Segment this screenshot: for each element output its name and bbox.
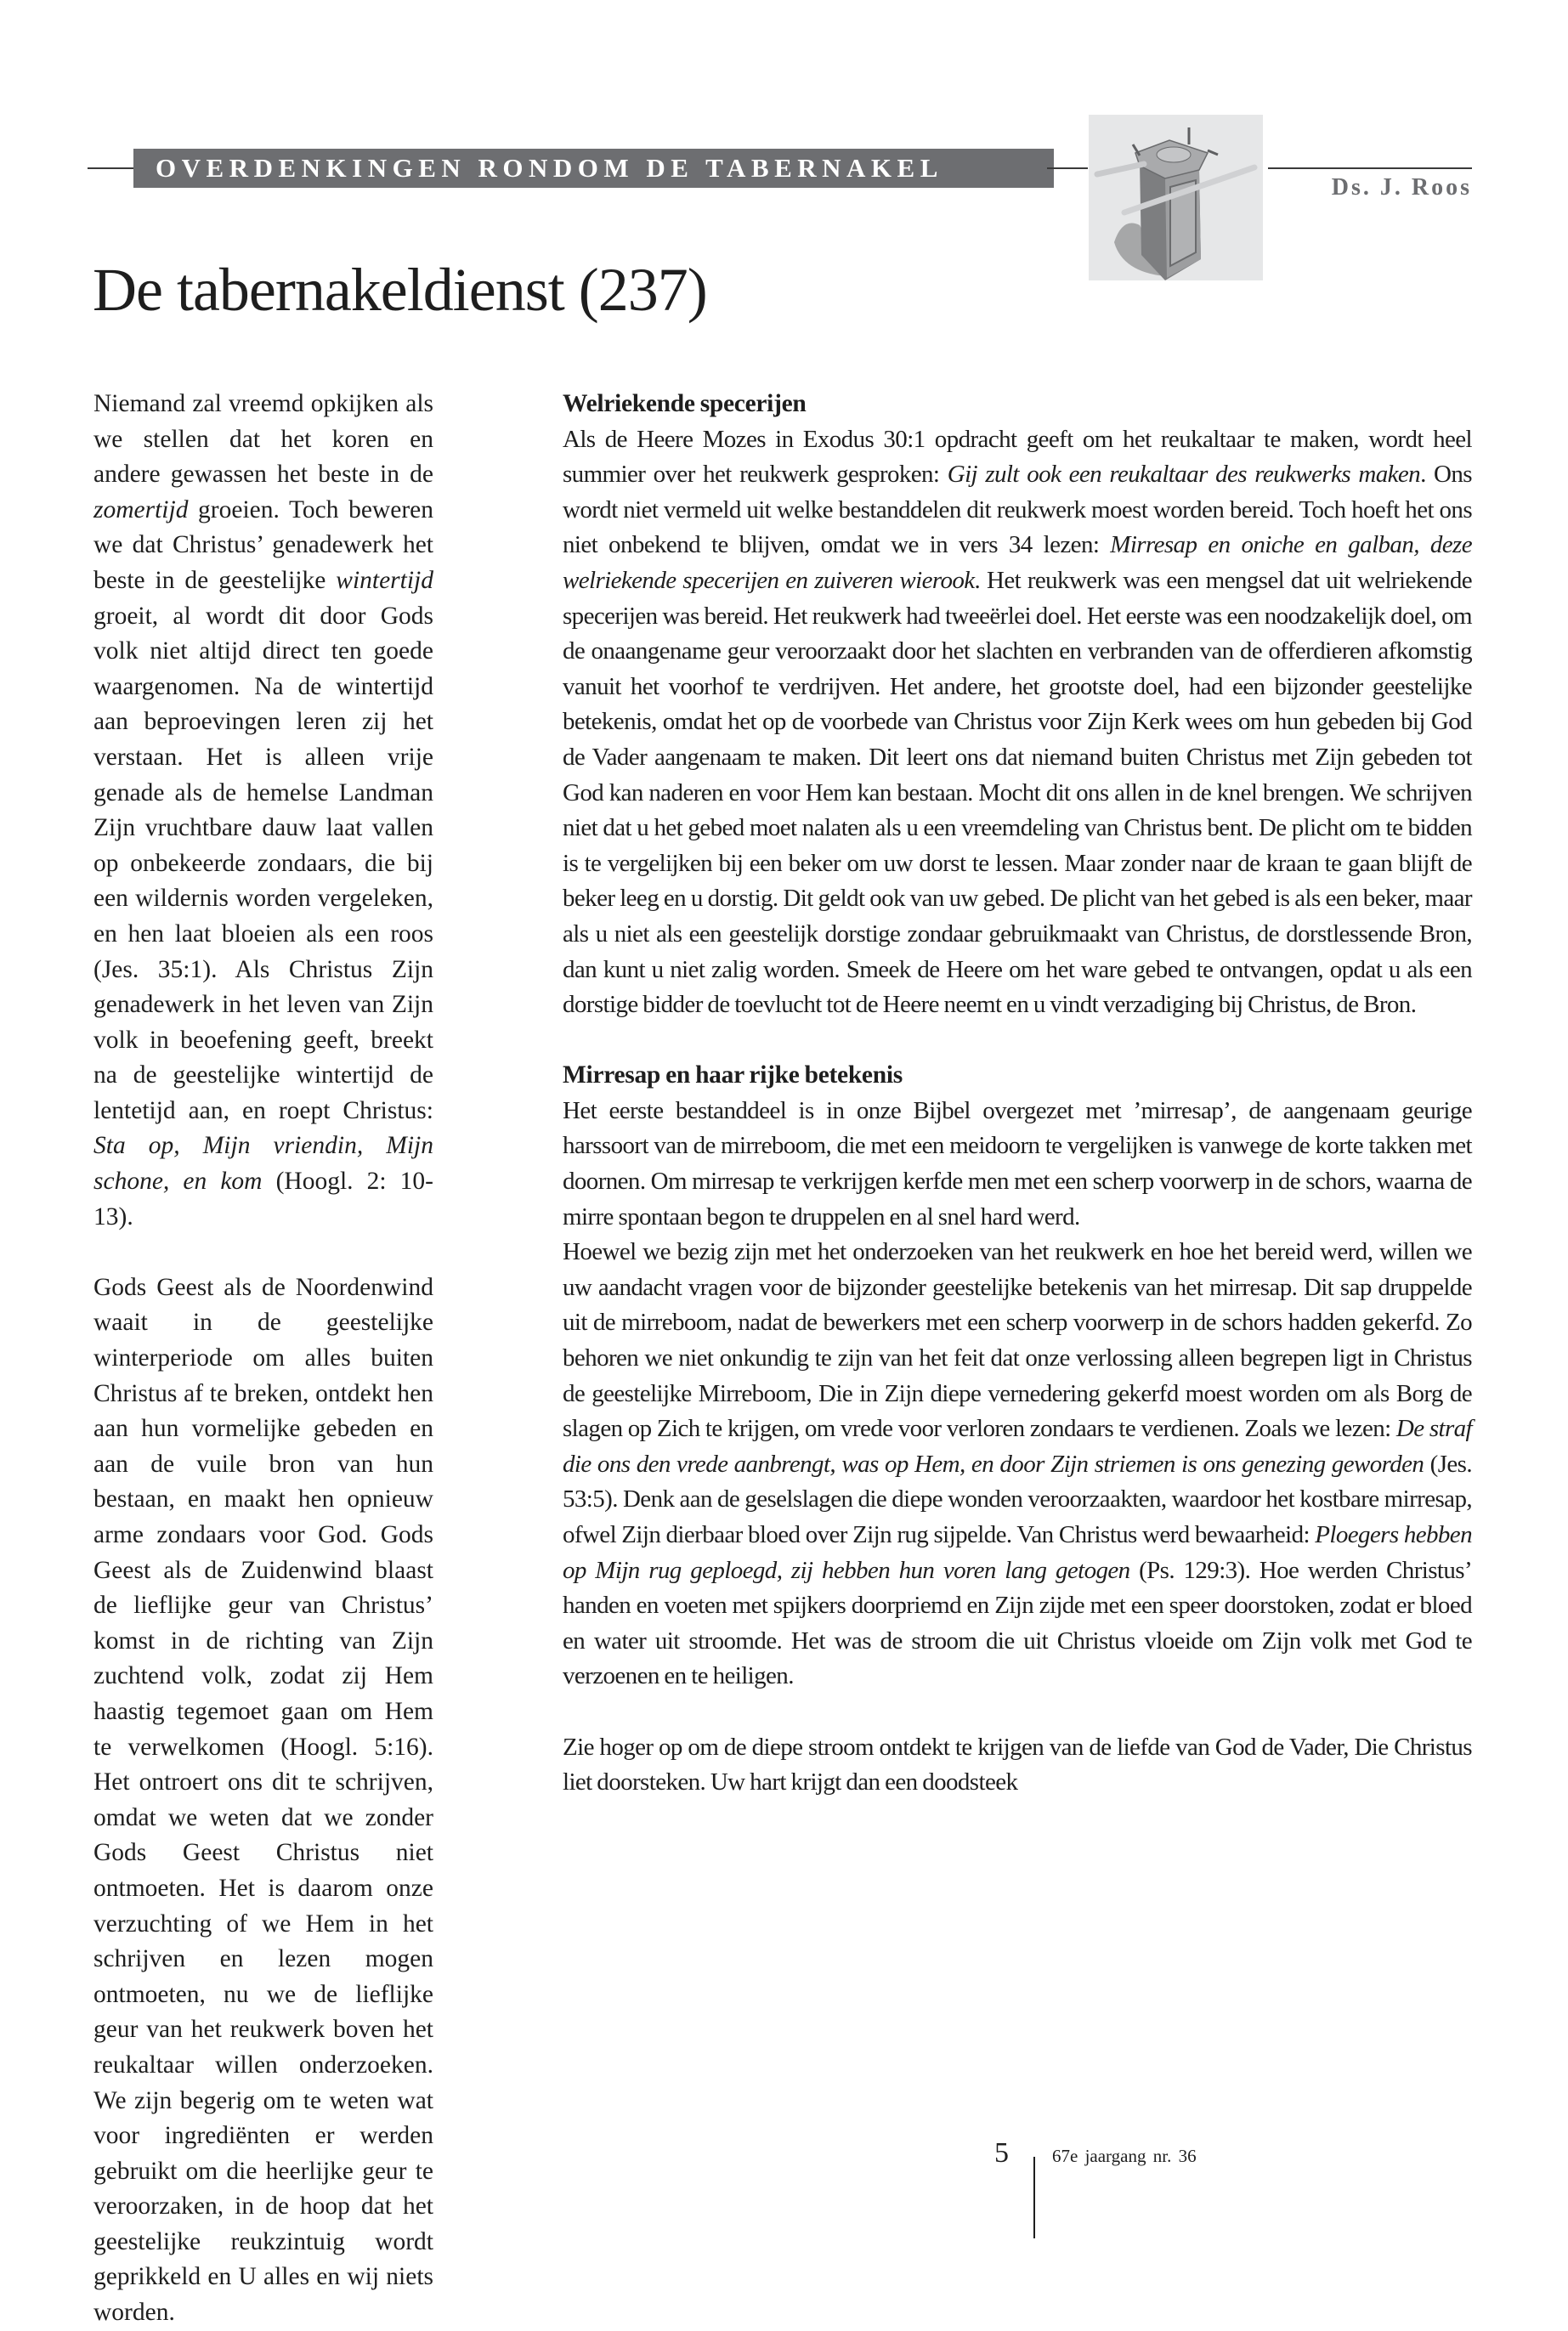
right-column — [563, 387, 1472, 1801]
text-run: (Jes. 53:5). Denk aan de geselslagen die diepe wonden veroorzaakten, waardoor het kostbare mirresap, ofwel Zijn dierbaar bloed over Zijn rug sijpelde. Van Christus werd bewaarheid: — [563, 1450, 1472, 1548]
series-banner — [133, 149, 1054, 188]
article-title: De tabernakeldienst (237) — [93, 256, 707, 324]
body-paragraph — [93, 387, 433, 1235]
italic-quote: Mirresap en oniche en galban, deze welriekende specerijen en zuiveren wierook — [563, 531, 1472, 594]
text-run: Niemand zal vreemd opkijken als we stellen dat het koren en andere gewassen het beste in de — [93, 390, 433, 489]
header-rule-middle — [1047, 167, 1088, 169]
body-paragraph — [563, 422, 1472, 1023]
text-run: groeien. Toch beweren we dat Christus’ genadewerk het beste in de geestelijke — [93, 495, 433, 594]
italic-quote: wintertijd — [336, 566, 433, 594]
text-run: . Het reukwerk was een mengsel dat uit welriekende specerijen was bereid. Het reukwerk had tweeërlei doel. Het eerste was een noodzakelijk doel, om de onaangename geur veroorzaakt door het slachten en verbranden van de offerdieren afkomstig vanuit het voorhof te verdrijven. Het andere, het grootste doel, had een bijzonder geestelijke betekenis, omdat het op de voorbede van Christus voor Zijn Kerk wees om hun gebeden bij God de Vader aangenaam te maken. Dit leert ons dat niemand buiten Christus met Zijn gebeden tot God kan naderen en voor Hem kan bestaan. Mocht dit ons allen in de knel brengen. We schrijven niet dat u het gebed moet nalaten als u een vreemdeling van Christus bent. De plicht om te bidden is te vergelijken bij een beker om uw dorst te lessen. Maar zonder naar de kraan te gaan blijft de beker leeg en u dorstig. Dit geldt ook van uw gebed. De plicht van het gebed is als een beker, maar als u niet als een geestelijk dorstige zondaar gebruikmaakt van Christus, de dorstlessende Bron, dan kunt u niet zalig worden. Smeek de Heere om het ware gebed te ontvangen, opdat u als een dorstige bidder de toevlucht tot de Heere neemt en u vindt verzadiging bij Christus, de Bron. — [563, 566, 1472, 1019]
series-title: OVERDENKINGEN RONDOM DE TABERNAKEL — [156, 153, 943, 183]
text-run: groeit, al wordt dit door Gods volk niet altijd direct ten goede waargenomen. Na de wintertijd aan beproevingen leren zij het verstaan. Het is alleen vrije genade als de hemelse Landman Zijn vruchtbare dauw laat vallen op onbekeerde zondaars, die bij een wildernis worden vergeleken, en hen laat bloeien als een roos (Jes. 35:1). Als Christus Zijn genadewerk in het leven van Zijn volk in beoefening geeft, breekt na de geestelijke wintertijd de lentetijd aan, en roept Christus: — [93, 602, 433, 1124]
body-paragraph — [563, 1235, 1472, 1695]
section-heading: Welriekende specerijen — [563, 390, 807, 417]
text-run: . Ons wordt niet vermeld uit welke bestanddelen dit reukwerk moest worden bereid. Toch hoeft het ons niet onbekend te blijven, omdat we in vers 34 lezen: — [563, 461, 1472, 559]
body-paragraph — [563, 1094, 1472, 1235]
page-number: 5 — [994, 2137, 1009, 2169]
italic-quote: zomertijd — [93, 495, 189, 523]
body-paragraph — [563, 1730, 1472, 1801]
header-rule-left — [88, 167, 135, 169]
issue-info: 67e jaargang nr. 36 — [1052, 2146, 1197, 2166]
text-run: Het eerste bestanddeel is in onze Bijbel overgezet met ’mirresap’, de aangenaam geurige harssoort van de mirreboom, die met een meidoorn te vergelijken is vanwege de korte takken met doornen. Om mirresap te verkrijgen kerfde men met een scherp voorwerp in de schors, waarna de mirre spontaan begon te druppelen en al snel hard werd. — [563, 1096, 1472, 1231]
text-run: (Hoogl. 2: 10-13). — [93, 1168, 433, 1231]
section-heading: Mirresap en haar rijke betekenis — [563, 1061, 903, 1089]
italic-quote: Gij zult ook een reukaltaar des reukwerks maken — [947, 461, 1421, 489]
text-run: Gods Geest als de Noordenwind waait in de geestelijke winterperiode om alles buiten Christus af te breken, ontdekt hen aan hun vormelijke gebeden en aan de vuile bron van hun bestaan, en maakt hen opnieuw arme zondaars voor God. Gods Geest als de Zuidenwind blaast de lieflijke geur van Christus’ komst in de richting van Zijn zuchtend volk, zodat zij Hem haastig tegemoet gaan om Hem te verwelkomen (Hoogl. 5:16). Het ontroert ons dit te schrijven, omdat we weten dat we zonder Gods Geest Christus niet ontmoeten. Het is daarom onze verzuchting of we Hem in het schrijven en lezen mogen ontmoeten, nu we de lieflijke geur van het reukwerk boven het reukaltaar willen onderzoeken. We zijn begerig om te weten wat voor ingrediënten er werden gebruikt om die heerlijke geur te veroorzaken, in de hoop dat het geestelijke reukzintuig wordt geprikkeld en U alles en wij niets worden. — [93, 1273, 433, 2327]
footer-divider — [1033, 2157, 1035, 2238]
text-run: Als de Heere Mozes in Exodus 30:1 opdracht geeft om het reukaltaar te maken, wordt heel summier over het reukwerk gesproken: — [563, 425, 1472, 489]
italic-quote: Sta op, Mijn vriendin, Mijn schone, en kom — [93, 1132, 433, 1196]
author-name: Ds. J. Roos — [1331, 174, 1472, 201]
incense-altar-icon — [1089, 115, 1263, 280]
italic-quote: Ploegers hebben op Mijn rug geploegd, zij hebben hun voren lang getogen — [563, 1521, 1472, 1584]
header-rule-right — [1268, 167, 1472, 169]
italic-quote: De straf die ons den vrede aanbrengt, was op Hem, en door Zijn striemen is ons genezing geworden — [563, 1415, 1473, 1478]
incense-altar-illustration — [1089, 115, 1263, 280]
left-column — [93, 387, 433, 2331]
text-run: (Ps. 129:3). Hoe werden Christus’ handen en voeten met spijkers doorpriemd en Zijn zijde met een speer doorstoken, zodat er bloed en water uit stroomde. Het was de stroom die uit Christus vloeide om Zijn volk met God te verzoenen en te heiligen. — [563, 1556, 1473, 1690]
text-run: Hoewel we bezig zijn met het onderzoeken van het reukwerk en hoe het bereid werd, willen we uw aandacht vragen voor de bijzonder geestelijke betekenis van het mirresap. Dit sap druppelde uit de mirreboom, nadat de bewerkers met een scherp voorwerp in de schors hadden gekerfd. Zo behoren we niet onkundig te zijn van het feit dat onze verlossing alleen begrepen ligt in Christus de geestelijke Mirreboom, Die in Zijn diepe vernedering gekerfd moest worden om als Borg de slagen op Zich te krijgen, om vrede voor verloren zondaars te verdienen. Zoals we lezen: — [563, 1238, 1472, 1443]
text-run: Zie hoger op om de diepe stroom ontdekt te krijgen van de liefde van God de Vader, Die Christus liet doorsteken. Uw hart krijgt dan een doodsteek — [563, 1733, 1472, 1796]
body-paragraph — [93, 1270, 433, 2331]
